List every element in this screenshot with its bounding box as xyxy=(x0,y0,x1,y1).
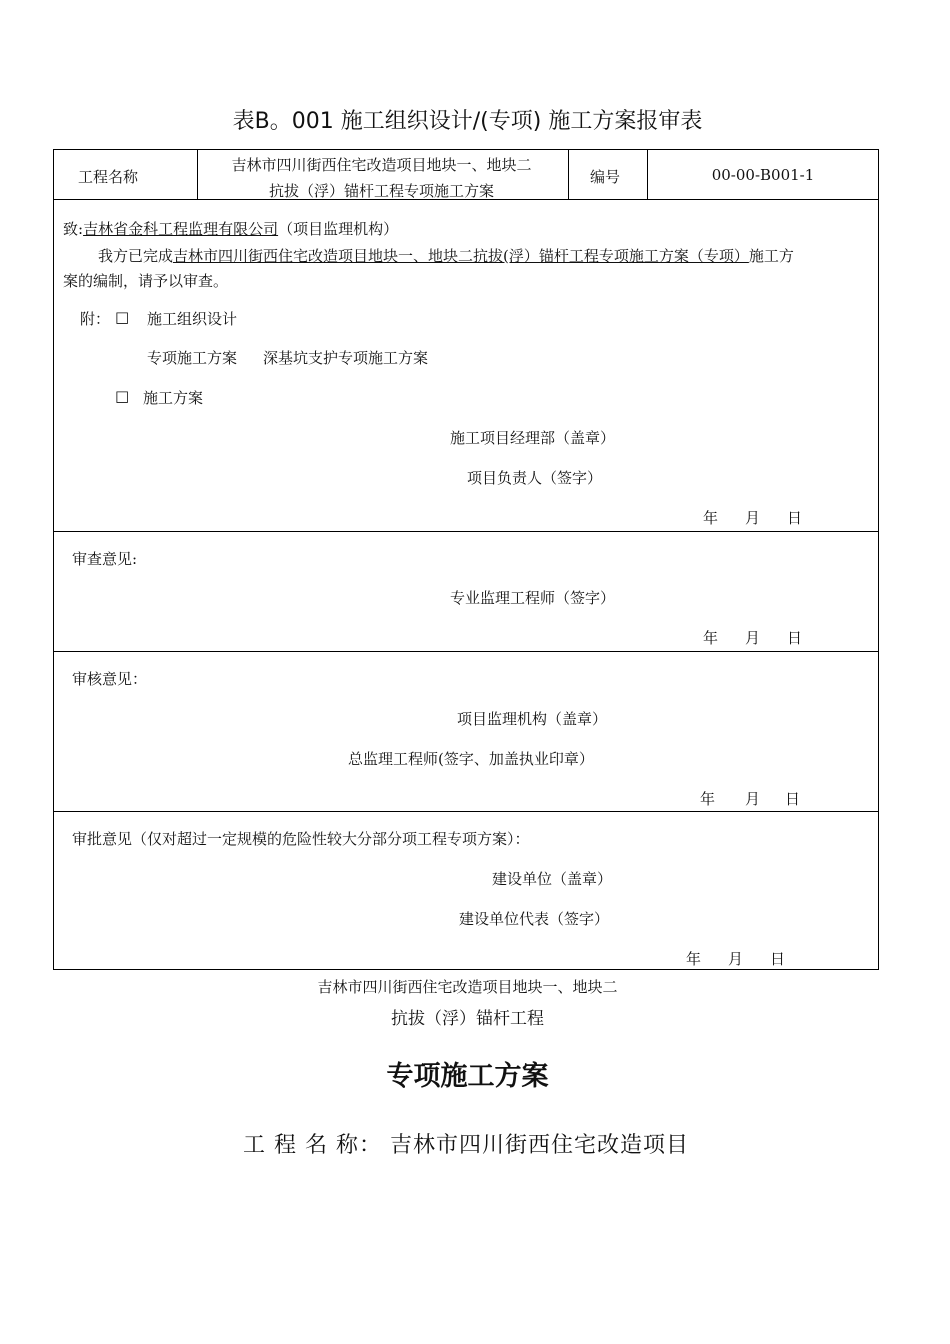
date-year: 年 xyxy=(686,950,702,968)
engineer-signature: 专业监理工程师（签字） xyxy=(450,589,616,607)
row-divider xyxy=(54,811,878,812)
project-name-label: 工程名称 xyxy=(78,168,139,186)
date-month: 月 xyxy=(745,629,761,647)
addressee-suffix: （项目监理机构） xyxy=(278,220,399,238)
date-year: 年 xyxy=(703,629,719,647)
option-special-plan: 专项施工方案 xyxy=(147,349,238,367)
project-name-line2: 抗拔（浮）锚杆工程专项施工方案 xyxy=(268,182,494,200)
cover-title: 专项施工方案 xyxy=(386,1061,549,1092)
dept-seal: 施工项目经理部（盖章） xyxy=(450,429,616,447)
chief-engineer-signature: 总监理工程师(签字、加盖执业印章） xyxy=(348,750,594,768)
option-construction-design: 施工组织设计 xyxy=(147,310,238,328)
manager-signature: 项目负责人（签字） xyxy=(467,469,603,487)
number-value: 00-00-B001-1 xyxy=(711,166,815,184)
column-divider xyxy=(568,150,569,199)
addressee-prefix: 致: xyxy=(63,220,84,238)
supervision-org-seal: 项目监理机构（盖章） xyxy=(457,710,608,728)
date-day: 日 xyxy=(785,790,801,808)
date-day: 日 xyxy=(787,629,803,647)
date-year: 年 xyxy=(703,509,719,527)
option-special-plan-detail: 深基坑支护专项施工方案 xyxy=(263,349,429,367)
cover-name-value: 吉林市四川街西住宅改造项目 xyxy=(389,1133,689,1158)
number-label: 编号 xyxy=(590,168,621,186)
date-day: 日 xyxy=(770,950,786,968)
form-title: 表B。001 施工组织设计/(专项) 施工方案报审表 xyxy=(232,109,703,134)
row-divider xyxy=(54,531,878,532)
cover-line2: 抗拔（浮）锚杆工程 xyxy=(391,1009,544,1029)
date-month: 月 xyxy=(745,790,761,808)
checkbox-construction-plan[interactable]: □ xyxy=(115,387,130,405)
submission-body-line1 xyxy=(98,245,794,266)
builder-rep-signature: 建设单位代表（签字） xyxy=(459,910,610,928)
cover-name-label: 工 程 名 称： xyxy=(243,1133,382,1158)
row-divider xyxy=(54,651,878,652)
checkbox-construction-design[interactable]: □ xyxy=(115,308,130,326)
body-prefix: 我方已完成 xyxy=(98,247,174,265)
body-subject: 吉林市四川街西住宅改造项目地块一、地块二抗拔(浮）锚杆工程专项施工方案（专项） xyxy=(173,247,749,265)
audit-label: 审核意见： xyxy=(72,670,148,688)
date-day: 日 xyxy=(787,509,803,527)
cover-project-name xyxy=(243,1128,689,1159)
builder-seal: 建设单位（盖章） xyxy=(492,870,613,888)
date-month: 月 xyxy=(745,509,761,527)
submission-body-line2: 案的编制，请予以审查。 xyxy=(63,272,229,290)
body-suffix: 施工方 xyxy=(748,247,794,265)
review-label: 审查意见: xyxy=(72,550,138,568)
cover-line1: 吉林市四川街西住宅改造项目地块一、地块二 xyxy=(317,978,618,996)
option-construction-plan: 施工方案 xyxy=(143,389,204,407)
project-name-line1: 吉林市四川街西住宅改造项目地块一、地块二 xyxy=(231,156,532,174)
approval-label: 审批意见（仅对超过一定规模的危险性较大分部分项工程专项方案）： xyxy=(72,830,530,848)
addressee-org: 吉林省金科工程监理有限公司 xyxy=(83,220,279,238)
date-year: 年 xyxy=(700,790,716,808)
date-month: 月 xyxy=(728,950,744,968)
attachment-label: 附： xyxy=(80,310,111,328)
addressee-line xyxy=(63,218,398,239)
